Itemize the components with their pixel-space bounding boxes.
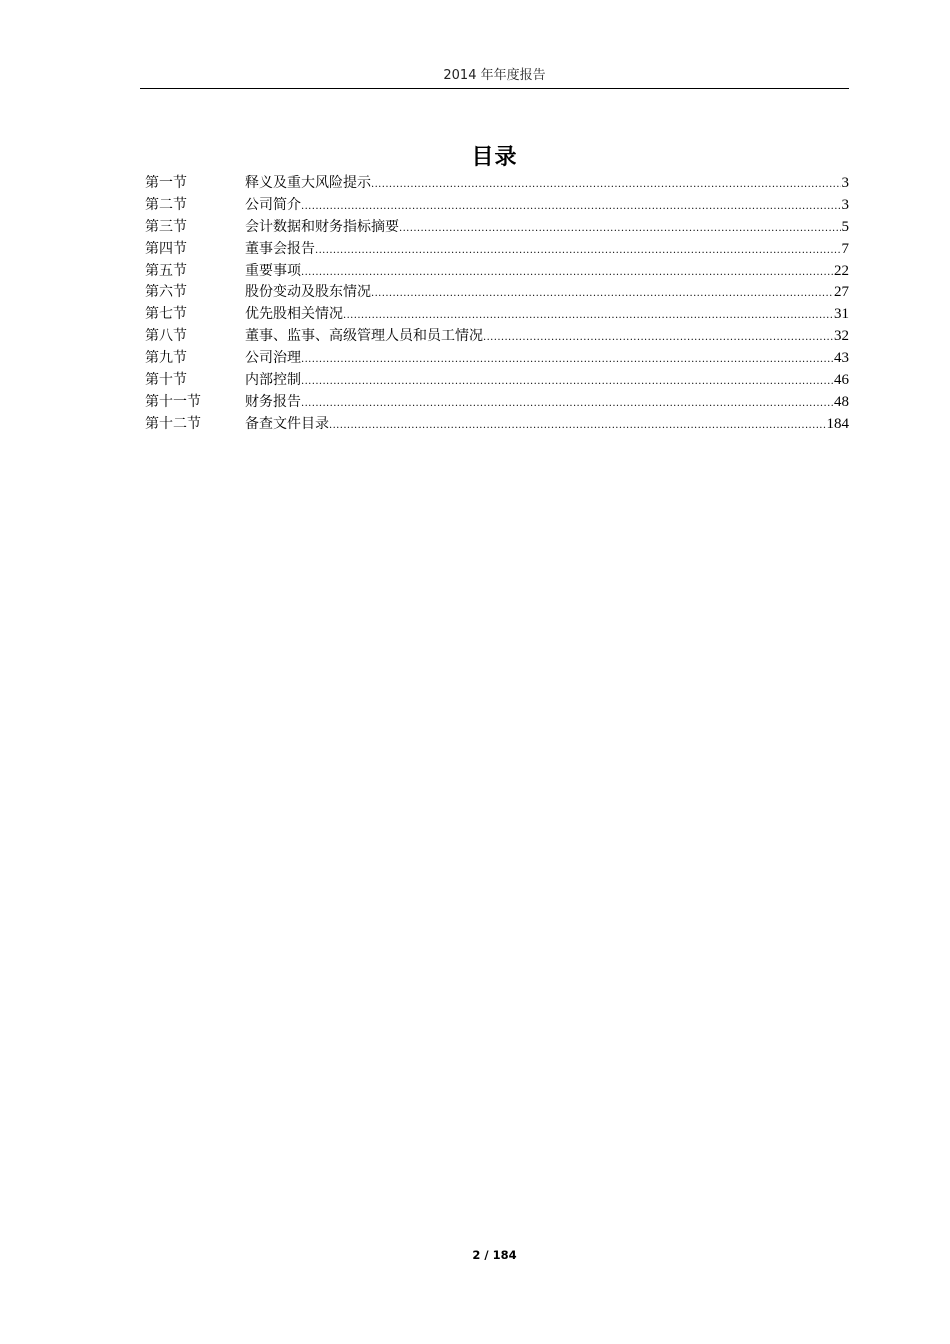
toc-section-number: 第十一节 [145, 393, 201, 410]
toc-page-number: 3 [841, 196, 849, 213]
toc-dot-leader [301, 371, 833, 393]
toc-page-number: 3 [841, 175, 849, 191]
toc-page-number: 22 [834, 262, 849, 279]
toc-section-number: 第八节 [145, 328, 187, 345]
toc-section-title: 优先股相关情况 [245, 306, 343, 323]
page-number-footer: 2 / 184 [472, 1248, 517, 1262]
toc-section-title: 董事会报告 [245, 240, 315, 257]
toc-dot-leader [301, 349, 833, 371]
table-of-contents [145, 173, 849, 436]
toc-section-number: 第一节 [145, 175, 187, 191]
toc-entry-10[interactable] [145, 370, 849, 392]
toc-dot-leader [371, 174, 841, 196]
toc-section-title: 内部控制 [245, 372, 301, 389]
toc-page-number: 27 [834, 284, 849, 301]
toc-entry-2[interactable] [145, 195, 849, 217]
header-divider [140, 88, 849, 89]
toc-page-number: 5 [841, 218, 849, 235]
toc-section-title: 董事、监事、高级管理人员和员工情况 [245, 328, 483, 345]
toc-entry-9[interactable] [145, 348, 849, 370]
toc-entry-8[interactable] [145, 326, 849, 348]
toc-section-number: 第十节 [145, 372, 187, 389]
toc-section-title: 股份变动及股东情况 [245, 284, 371, 301]
toc-section-number: 第二节 [145, 196, 187, 213]
toc-section-number: 第七节 [145, 306, 187, 323]
toc-title: 目录 [471, 145, 518, 170]
toc-entry-3[interactable] [145, 217, 849, 239]
toc-section-number: 第五节 [145, 262, 187, 279]
toc-entry-4[interactable] [145, 239, 849, 261]
toc-page-number: 46 [834, 372, 849, 389]
toc-page-number: 32 [834, 328, 849, 345]
toc-section-title: 重要事项 [245, 262, 301, 279]
running-header: 2014 年年度报告 [443, 68, 546, 83]
toc-entry-7[interactable] [145, 304, 849, 326]
toc-dot-leader [315, 240, 841, 262]
toc-section-number: 第四节 [145, 240, 187, 257]
toc-page-number: 43 [834, 350, 849, 367]
toc-dot-leader [343, 305, 833, 327]
toc-entry-6[interactable] [145, 282, 849, 304]
toc-section-number: 第六节 [145, 284, 187, 301]
toc-entry-5[interactable] [145, 261, 849, 283]
toc-section-number: 第十二节 [145, 415, 201, 432]
toc-section-title: 公司治理 [245, 350, 301, 367]
toc-dot-leader [371, 283, 833, 305]
toc-dot-leader [301, 393, 833, 415]
toc-dot-leader [483, 327, 833, 349]
toc-entry-11[interactable] [145, 392, 849, 414]
toc-dot-leader [301, 196, 841, 218]
toc-section-number: 第九节 [145, 350, 187, 367]
toc-page-number: 48 [834, 393, 849, 410]
toc-dot-leader [329, 415, 826, 437]
toc-page-number: 7 [841, 240, 849, 257]
toc-section-title: 公司简介 [245, 196, 301, 213]
toc-section-title: 会计数据和财务指标摘要 [245, 218, 399, 235]
toc-dot-leader [301, 262, 833, 284]
toc-entry-1[interactable] [145, 173, 849, 195]
toc-section-title: 财务报告 [245, 393, 301, 410]
toc-section-number: 第三节 [145, 218, 187, 235]
toc-section-title: 释义及重大风险提示 [245, 175, 371, 191]
toc-entry-12[interactable] [145, 414, 849, 436]
toc-dot-leader [399, 218, 841, 240]
toc-page-number: 31 [834, 306, 849, 323]
toc-page-number: 184 [826, 415, 849, 432]
toc-section-title: 备查文件目录 [245, 415, 329, 432]
